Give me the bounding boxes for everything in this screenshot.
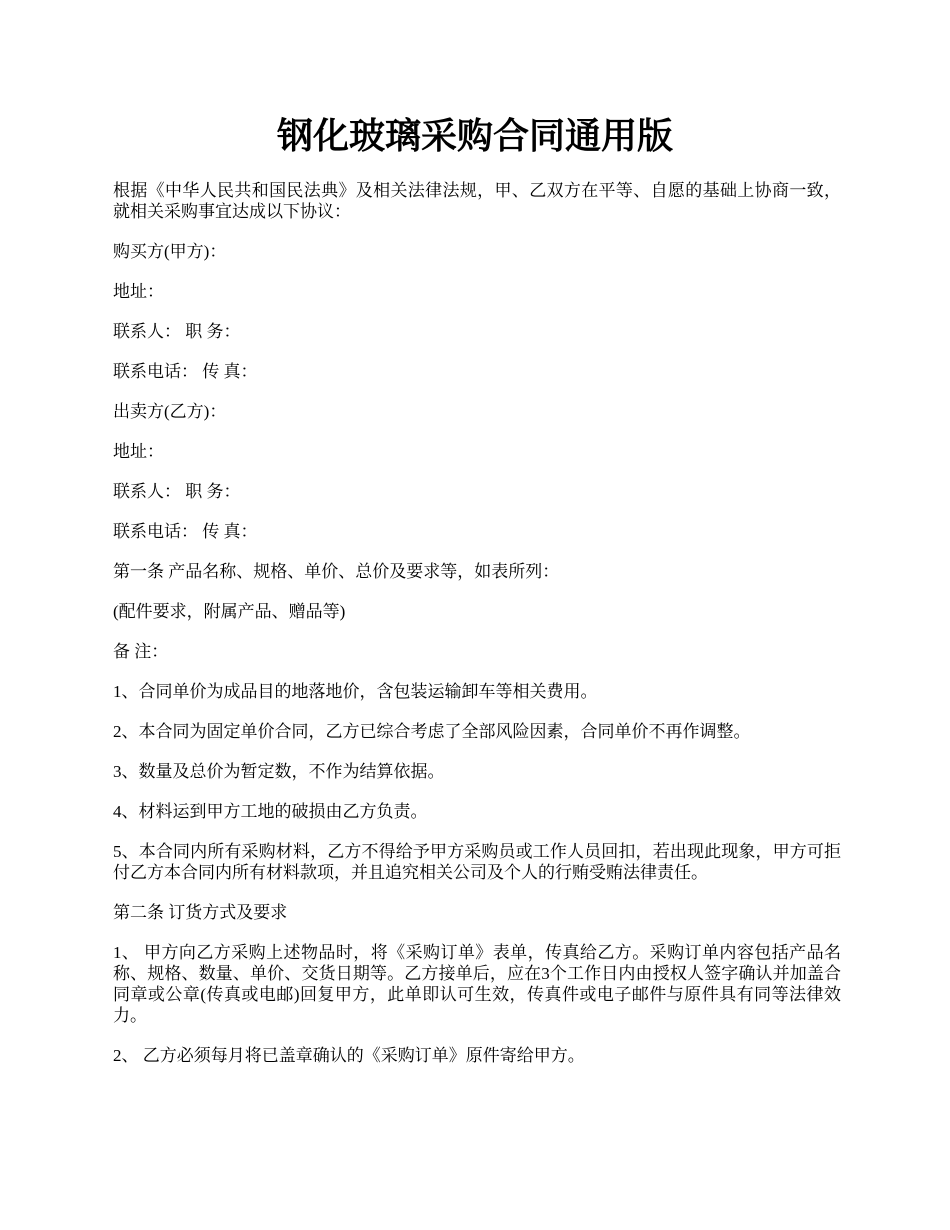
- buyer-contact: 联系人： 职 务：: [113, 322, 241, 341]
- accessory-note: (配件要求，附属产品、赠品等): [113, 602, 346, 621]
- article-2-item-1: 1、 甲方向乙方采购上述物品时，将《采购订单》表单，传真给乙方。采购订单内容包括产品名称、规格、数量、单价、交货日期等。乙方接单后，应在3个工作日内由授权人签字确认并加盖合同章或公章(传真或电邮)回复甲方，此单即认可生效，传真件或电子邮件与原件具有同等法律效力。: [113, 943, 841, 1025]
- buyer-label: 购买方(甲方)：: [113, 242, 227, 261]
- article-2-heading: 第二条 订货方式及要求: [113, 903, 288, 922]
- buyer-phone: 联系电话： 传 真：: [113, 362, 258, 381]
- article-2-item-2: 2、 乙方必须每月将已盖章确认的《采购订单》原件寄给甲方。: [113, 1046, 585, 1065]
- seller-label: 出卖方(乙方)：: [113, 402, 227, 421]
- intro-paragraph: 根据《中华人民共和国民法典》及相关法律法规，甲、乙双方在平等、自愿的基础上协商一致，就相关采购事宜达成以下协议：: [113, 181, 841, 221]
- remark-item-4: 4、材料运到甲方工地的破损由乙方负责。: [113, 802, 428, 821]
- article-1-heading: 第一条 产品名称、规格、单价、总价及要求等，如表所列：: [113, 562, 560, 581]
- remarks-heading: 备 注：: [113, 642, 169, 661]
- buyer-address: 地址：: [113, 282, 164, 301]
- remark-item-3: 3、数量及总价为暂定数，不作为结算依据。: [113, 762, 445, 781]
- seller-contact: 联系人： 职 务：: [113, 482, 241, 501]
- document-title: 钢化玻璃采购合同通用版: [276, 116, 673, 156]
- seller-address: 地址：: [113, 442, 164, 461]
- remark-item-2: 2、本合同为固定单价合同，乙方已综合考虑了全部风险因素，合同单价不再作调整。: [113, 722, 751, 741]
- remark-item-1: 1、合同单价为成品目的地落地价，含包装运输卸车等相关费用。: [113, 682, 598, 701]
- document-body: [113, 180, 841, 1085]
- remark-item-5: 5、本合同内所有采购材料，乙方不得给予甲方采购员或工作人员回扣，若出现此现象，甲方可拒付乙方本合同内所有材料款项，并且追究相关公司及个人的行贿受贿法律责任。: [113, 842, 841, 882]
- seller-phone: 联系电话： 传 真：: [113, 522, 258, 541]
